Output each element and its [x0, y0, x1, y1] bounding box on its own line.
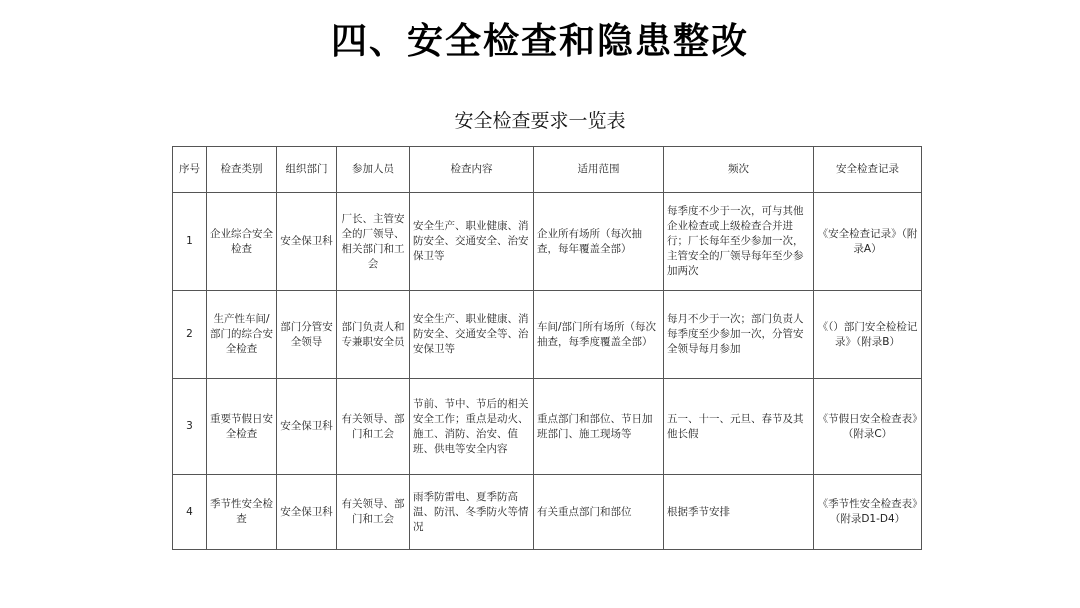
cell-freq: 每季度不少于一次，可与其他企业检查或上级检查合并进行；厂长每年至少参加一次，主管安全的厂领导每年至少参加两次	[664, 193, 814, 291]
cell-people: 有关领导、部门和工会	[337, 475, 410, 550]
table-row	[173, 291, 922, 379]
cell-dept: 安全保卫科	[277, 475, 337, 550]
cell-people: 厂长、主管安全的厂领导、相关部门和工会	[337, 193, 410, 291]
table-row	[173, 379, 922, 475]
table-title: 安全检查要求一览表	[454, 110, 626, 132]
header-freq: 频次	[664, 147, 814, 193]
cell-category: 生产性车间/部门的综合安全检查	[207, 291, 277, 379]
cell-no: 4	[173, 475, 207, 550]
cell-dept: 安全保卫科	[277, 193, 337, 291]
cell-freq: 根据季节安排	[664, 475, 814, 550]
cell-freq: 五一、十一、元旦、春节及其他长假	[664, 379, 814, 475]
cell-content: 节前、节中、节后的相关安全工作；重点是动火、施工、消防、治安、值班、供电等安全内容	[410, 379, 534, 475]
page-title: 四、安全检查和隐患整改	[330, 21, 749, 62]
cell-people: 有关领导、部门和工会	[337, 379, 410, 475]
table-header-row	[173, 147, 922, 193]
cell-freq: 每月不少于一次；部门负责人每季度至少参加一次，分管安全领导每月参加	[664, 291, 814, 379]
cell-category: 季节性安全检查	[207, 475, 277, 550]
header-content: 检查内容	[410, 147, 534, 193]
header-dept: 组织部门	[277, 147, 337, 193]
cell-category: 重要节假日安全检查	[207, 379, 277, 475]
header-scope: 适用范围	[534, 147, 664, 193]
cell-no: 2	[173, 291, 207, 379]
table-row	[173, 193, 922, 291]
cell-record: 《节假日安全检查表》（附录C）	[814, 379, 922, 475]
cell-content: 安全生产、职业健康、消防安全、交通安全等、治安保卫等	[410, 291, 534, 379]
cell-record: 《（）部门安全检检记录》（附录B）	[814, 291, 922, 379]
table-row	[173, 475, 922, 550]
header-no: 序号	[173, 147, 207, 193]
cell-scope: 有关重点部门和部位	[534, 475, 664, 550]
safety-check-table	[172, 146, 922, 550]
cell-category: 企业综合安全检查	[207, 193, 277, 291]
cell-scope: 重点部门和部位、节日加班部门、施工现场等	[534, 379, 664, 475]
cell-dept: 安全保卫科	[277, 379, 337, 475]
cell-record: 《季节性安全检查表》（附录D1-D4）	[814, 475, 922, 550]
header-record: 安全检查记录	[814, 147, 922, 193]
header-people: 参加人员	[337, 147, 410, 193]
cell-scope: 车间/部门所有场所（每次抽查，每季度覆盖全部）	[534, 291, 664, 379]
cell-dept: 部门分管安全领导	[277, 291, 337, 379]
cell-content: 安全生产、职业健康、消防安全、交通安全、治安保卫等	[410, 193, 534, 291]
cell-scope: 企业所有场所（每次抽查，每年覆盖全部）	[534, 193, 664, 291]
cell-no: 1	[173, 193, 207, 291]
cell-record: 《安全检查记录》（附录A）	[814, 193, 922, 291]
cell-no: 3	[173, 379, 207, 475]
header-category: 检查类别	[207, 147, 277, 193]
cell-people: 部门负责人和专兼职安全员	[337, 291, 410, 379]
cell-content: 雨季防雷电、夏季防高温、防汛、冬季防火等情况	[410, 475, 534, 550]
